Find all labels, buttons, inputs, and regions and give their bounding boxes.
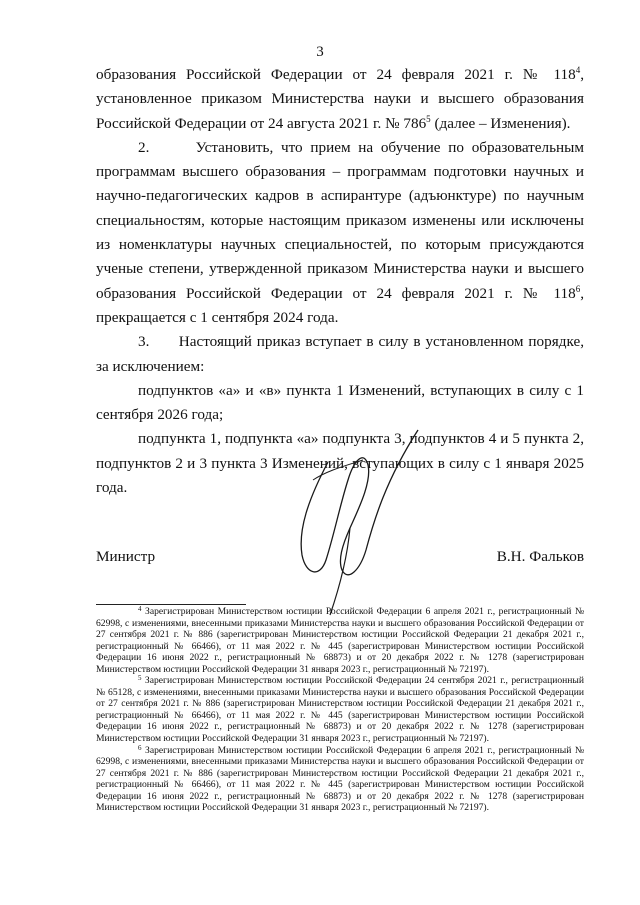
footnote-text: Зарегистрирован Министерством юстиции Российской Федерации 6 апреля 2021 г., регистрационный № 62998, с изменениями, внесенными приказами Министерства науки и высшего образования Российской Федерации от 27 сентября 2021 г. № 886 (зарегистрирован Министерством юстиции Российской Федерации 21 декабря 2021 г., регистрационный № 66466), от 11 мая 2022 г. № 445 (зарегистрирован Министерством юстиции Российской Федерации 16 июня 2022 г., регистрационный № 68873) и от 20 декабря 2022 г. № 1278 (зарегистрирован Министерством юстиции Российской Федерации 31 января 2023 г., регистрационный № 72197).: [96, 606, 584, 675]
signatory-title: Министр: [96, 548, 156, 565]
signature-block: [96, 548, 584, 566]
paragraph-text: ,: [580, 66, 584, 83]
footnote-6: [96, 745, 584, 814]
paragraph-item-2: [96, 136, 584, 330]
paragraph-subitem-1: подпунктов «а» и «в» пункта 1 Изменений, вступающих в силу с 1 сентября 2026 года;: [96, 381, 584, 424]
page-number: 3: [316, 44, 324, 60]
footnote-mark: 4: [138, 605, 142, 613]
footnote-text: Зарегистрирован Министерством юстиции Российской Федерации 24 сентября 2021 г., регистрационный № 65128, с изменениями, внесенными приказами Министерства науки и высшего образования Российской Федерации от 27 сентября 2021 г. № 886 (зарегистрирован Министерством юстиции Российской Федерации 21 декабря 2021 г., регистрационный № 66466), от 11 мая 2022 г. № 445 (зарегистрирован Министерством юстиции Российской Федерации 16 июня 2022 г., регистрационный № 68873) и от 20 декабря 2022 г. № 1278 (зарегистрирован Министерством юстиции Российской Федерации 31 января 2023 г., регистрационный № 72197).: [96, 675, 584, 745]
footnote-ref: 6: [575, 283, 581, 294]
paragraph-subitem-2: подпункта 1, подпункта «а» подпункта 3, подпунктов 4 и 5 пункта 2, подпунктов 2 и 3 пункта 3 Изменений, вступающих в силу с 1 января 2025 года.: [96, 430, 584, 497]
footnote-ref: 4: [575, 65, 581, 75]
paragraph-item-3: 3. Настоящий приказ вступает в силу в установленном порядке, за исключением:: [96, 333, 584, 375]
paragraph-continuation: [96, 63, 584, 136]
footnotes: [96, 606, 584, 814]
footnote-mark: 6: [138, 743, 142, 752]
footnote-ref: 5: [426, 113, 431, 124]
paragraph-text: (далее – Изменения).: [430, 114, 571, 132]
footnote-4: [96, 606, 584, 675]
signatory-name: В.Н. Фальков: [496, 548, 584, 565]
paragraph-text: , прекращается с 1 сентября 2024 года.: [96, 284, 584, 326]
paragraph-text: 2. Установить, что прием на обучение по образовательным программам высшего образования – программам подготовки научных и научно-педагогических кадров в аспирантуре (адъюнктуре) по научным специальностям, которые настоящим приказом изменены или исключены из номенклатуры научных специальностей, по которым присуждаются ученые степени, утвержденной приказом Министерства науки и высшего образования Российской Федерации от 24 февраля 2021 г. № 118: [96, 138, 584, 302]
footnote-text: Зарегистрирован Министерством юстиции Российской Федерации 6 апреля 2021 г., регистрационный № 62998, с изменениями, внесенными приказами Министерства науки и высшего образования Российской Федерации от 27 сентября 2021 г. № 886 (зарегистрирован Министерством юстиции Российской Федерации 21 декабря 2021 г., регистрационный № 66466), от 11 мая 2022 г. № 445 (зарегистрирован Министерством юстиции Российской Федерации 16 июня 2022 г., регистрационный № 68873) и от 20 декабря 2022 г. № 1278 (зарегистрирован Министерством юстиции Российской Федерации 31 января 2023 г., регистрационный № 72197).: [96, 744, 584, 814]
footnote-divider: [96, 604, 246, 605]
footnote-mark: 5: [138, 674, 142, 683]
document-body: [96, 63, 584, 500]
paragraph-text: образования Российской Федерации от 24 февраля 2021 г. № 118: [96, 66, 576, 83]
footnote-5: [96, 675, 584, 744]
paragraph-text: установленное приказом Министерства науки и высшего образования Российской Федерации от 24 августа 2021 г. № 786: [96, 90, 584, 132]
